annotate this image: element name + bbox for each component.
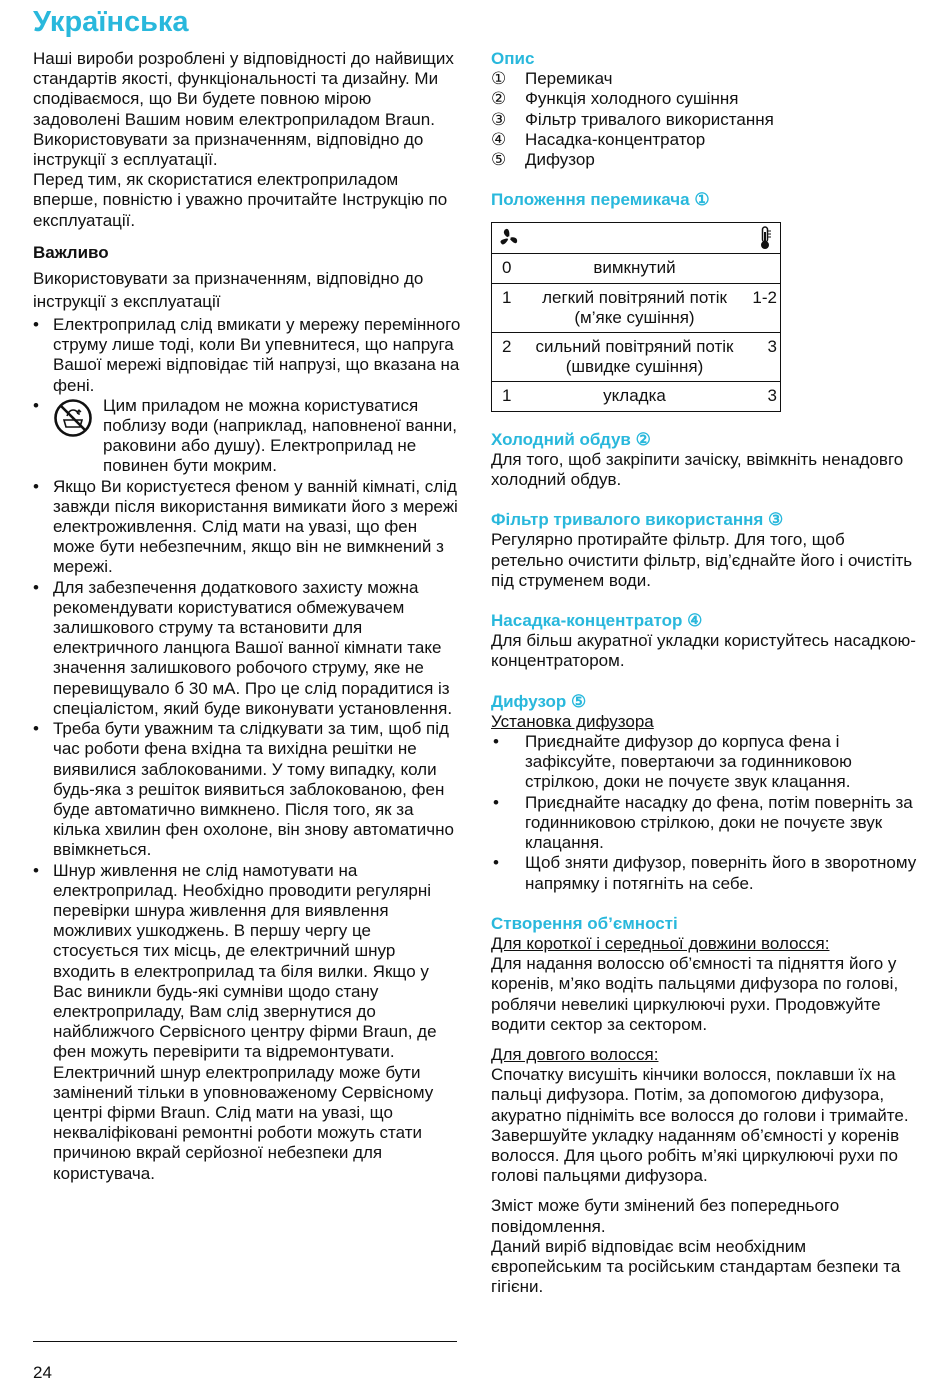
switch-heading: Положення перемикача ①: [491, 190, 710, 210]
long-hair-text: Спочатку висушіть кінчики волосся, поклавши їх на пальці дифузора. Потім, за допомогою дифузора, акуратно підніміть все волосся до голови і тримайте. Завершуйте укладку наданням об’ємності у коренів волосся. Для цього робіть м’які циркулюючі рухи по голові пальцями дифузора.: [491, 1065, 909, 1186]
list-item: • Для забезпечення додаткового захисту можна рекомендувати користуватися обмежувачем залишкового струму та встановити для електричного ланцюга Вашої ванної кімнати таке значення залишкового робочого струму, яке не перевищувало б 30 мА. Про це слід порадитися із спеціалістом, який буде виконувати установлення.: [33, 577, 453, 718]
list-item: • Приєднайте дифузор до корпуса фена і зафіксуйте, повертаючи за годинниковою стрілкою, доки не почуєте звук клацання.: [493, 732, 852, 792]
safety-list: [33, 315, 461, 1184]
notice-change: Зміст може бути змінений без попереднього повідомлення.: [491, 1196, 840, 1236]
list-item: ② Функція холодного сушіння: [491, 89, 739, 109]
bullet-symbol: •: [493, 792, 499, 812]
left-column: [33, 49, 461, 1184]
long-hair-subheading: Для довгого волосся:: [491, 1044, 659, 1064]
footer-divider: [33, 1341, 457, 1342]
list-item: • Приєднайте насадку до фена, потім поверніть за годинниковою стрілкою, доки не почуєте звук клацання.: [493, 792, 913, 853]
list-item: ① Перемикач: [491, 69, 613, 89]
page-number: 24: [33, 1363, 52, 1382]
short-hair-text: Для надання волоссю об’ємності та підняття його у коренів, м’яко водіть пальцями дифузора по голові, роблячи невеликі циркулюючі рухи. Продовжуйте водити сектор за сектором.: [491, 954, 899, 1034]
list-item: • Шнур живлення не слід намотувати на електроприлад. Необхідно проводити регулярні перевірки шнура живлення для виявлення можливих ушкоджень. В першу чергу це стосується тих місць, де електричний шнур входить в електроприлад та біля вилки. Якщо у Вас виникли будь-які сумніви щодо стану електроприладу, Вам слід звернутися до найближчого Сервісного центру фірми Braun, де фен можуть перевірити та відремонтувати. Електричний шнур електроприладу може бути замінений тільки в уповноваженому Сервісному центрі фірми Braun. Слід мати на увазі, що некваліфіковані ремонтні роботи можуть стати причиною вкрай серйозної небезпеки для користувача.: [33, 860, 437, 1183]
diffuser-list: [491, 732, 921, 894]
list-item: • Цим приладом не можна користуватися поблизу води (наприклад, наповненої ванни, раковини або душу). Електроприлад не повинен бути мокрим.: [33, 395, 457, 476]
list-item: • Треба бути уважним та слідкувати за тим, щоб під час роботи фена вхідна та вихідна решітки не виявилися заблокованими. У тому випадку, коли будь-яка з решіток виявиться заблокованою, фен буде автоматично вимкнено. Після того, як за кілька хвилин фен охолоне, він знову автоматично ввімкнеться.: [33, 719, 454, 860]
list-item: ⑤ Дифузор: [491, 150, 595, 170]
cold-shot-text: Для того, щоб закріпити зачіску, ввімкніть ненадовго холодний обдув.: [491, 449, 904, 490]
list-item: • Щоб зняти дифузор, поверніть його в зворотному напрямку і потягніть на себе.: [493, 853, 917, 893]
parts-list: [491, 69, 921, 170]
bullet-symbol: •: [33, 315, 39, 335]
intro-paragraph: Наші вироби розроблені у відповідності до найвищих стандартів якості, функціональності та дизайну. Ми сподіваємося, що Ви будете повною мірою задоволені Вашим новим електроприладом Braun.: [33, 49, 454, 129]
list-item: • Якщо Ви користуєтеся феном у ванній кімнаті, слід завжди після використання вимикати його з мережі електроживлення. Слід мати на увазі, що фен може бути небезпечним, якщо він не вимкнений з мережі.: [33, 476, 458, 577]
bullet-symbol: •: [493, 732, 499, 752]
page-title: Українська: [33, 6, 189, 38]
description-heading: Опис: [491, 49, 535, 68]
notice-standards: Даний виріб відповідає всім необхідним європейським та російським стандартам безпеки та гігієни.: [491, 1236, 901, 1297]
right-column: [491, 49, 921, 1297]
no-water-icon: [53, 398, 93, 438]
fan-icon: [498, 227, 520, 249]
list-item: • Електроприлад слід вмикати у мережу перемінного струму лише тоді, коли Ви упевнитеся, що напруга Вашої мережі відповідає тій напрузі, що вказана на фені.: [33, 315, 461, 395]
diffuser-heading: Дифузор ⑤: [491, 691, 587, 711]
bullet-symbol: •: [33, 577, 39, 597]
filter-heading: Фільтр тривалого використання ③: [491, 510, 784, 530]
concentrator-text: Для більш акуратної укладки користуйтесь насадкою-концентратором.: [491, 631, 916, 671]
intro-usage: Використовувати за призначенням, відповідно до інструкції з есплуатації.: [33, 129, 424, 170]
table-row: 0 вимкнутий: [492, 254, 781, 283]
table-row: 1 укладка 3: [492, 382, 781, 411]
switch-table: [491, 222, 781, 411]
thermometer-icon: [758, 226, 772, 250]
table-row: 2 сильний повітряний потік (швидке сушіння) 3: [492, 333, 781, 382]
bullet-symbol: •: [493, 853, 499, 873]
volume-heading: Створення об’ємності: [491, 913, 678, 933]
filter-text: Регулярно протирайте фільтр. Для того, щоб ретельно очистити фільтр, від’єднайте його і очистіть під струменем води.: [491, 530, 913, 590]
table-header-row: [492, 223, 781, 254]
concentrator-heading: Насадка-концентратор ④: [491, 611, 703, 631]
cold-shot-heading: Холодний обдув ②: [491, 429, 651, 449]
table-row: 1 легкий повітряний потік (м’яке сушіння) 1-2: [492, 283, 781, 332]
list-item: ③ Фільтр тривалого використання: [491, 109, 774, 129]
bullet-symbol: •: [33, 476, 39, 496]
diffuser-subheading: Установка дифузора: [491, 711, 654, 731]
short-hair-subheading: Для короткої і середньої довжини волосся:: [491, 933, 830, 953]
list-item: ④ Насадка-концентратор: [491, 129, 706, 149]
important-heading: Важливо: [33, 242, 109, 262]
bullet-symbol: •: [33, 860, 39, 880]
bullet-symbol: •: [33, 395, 39, 415]
bullet-symbol: •: [33, 719, 39, 739]
intro-read-instructions: Перед тим, як скористатися електроприладом вперше, повністю і уважно прочитайте Інструкцію по експлуатації.: [33, 170, 448, 230]
important-text: Використовувати за призначенням, відповідно до інструкції з експлуатації: [33, 269, 424, 312]
